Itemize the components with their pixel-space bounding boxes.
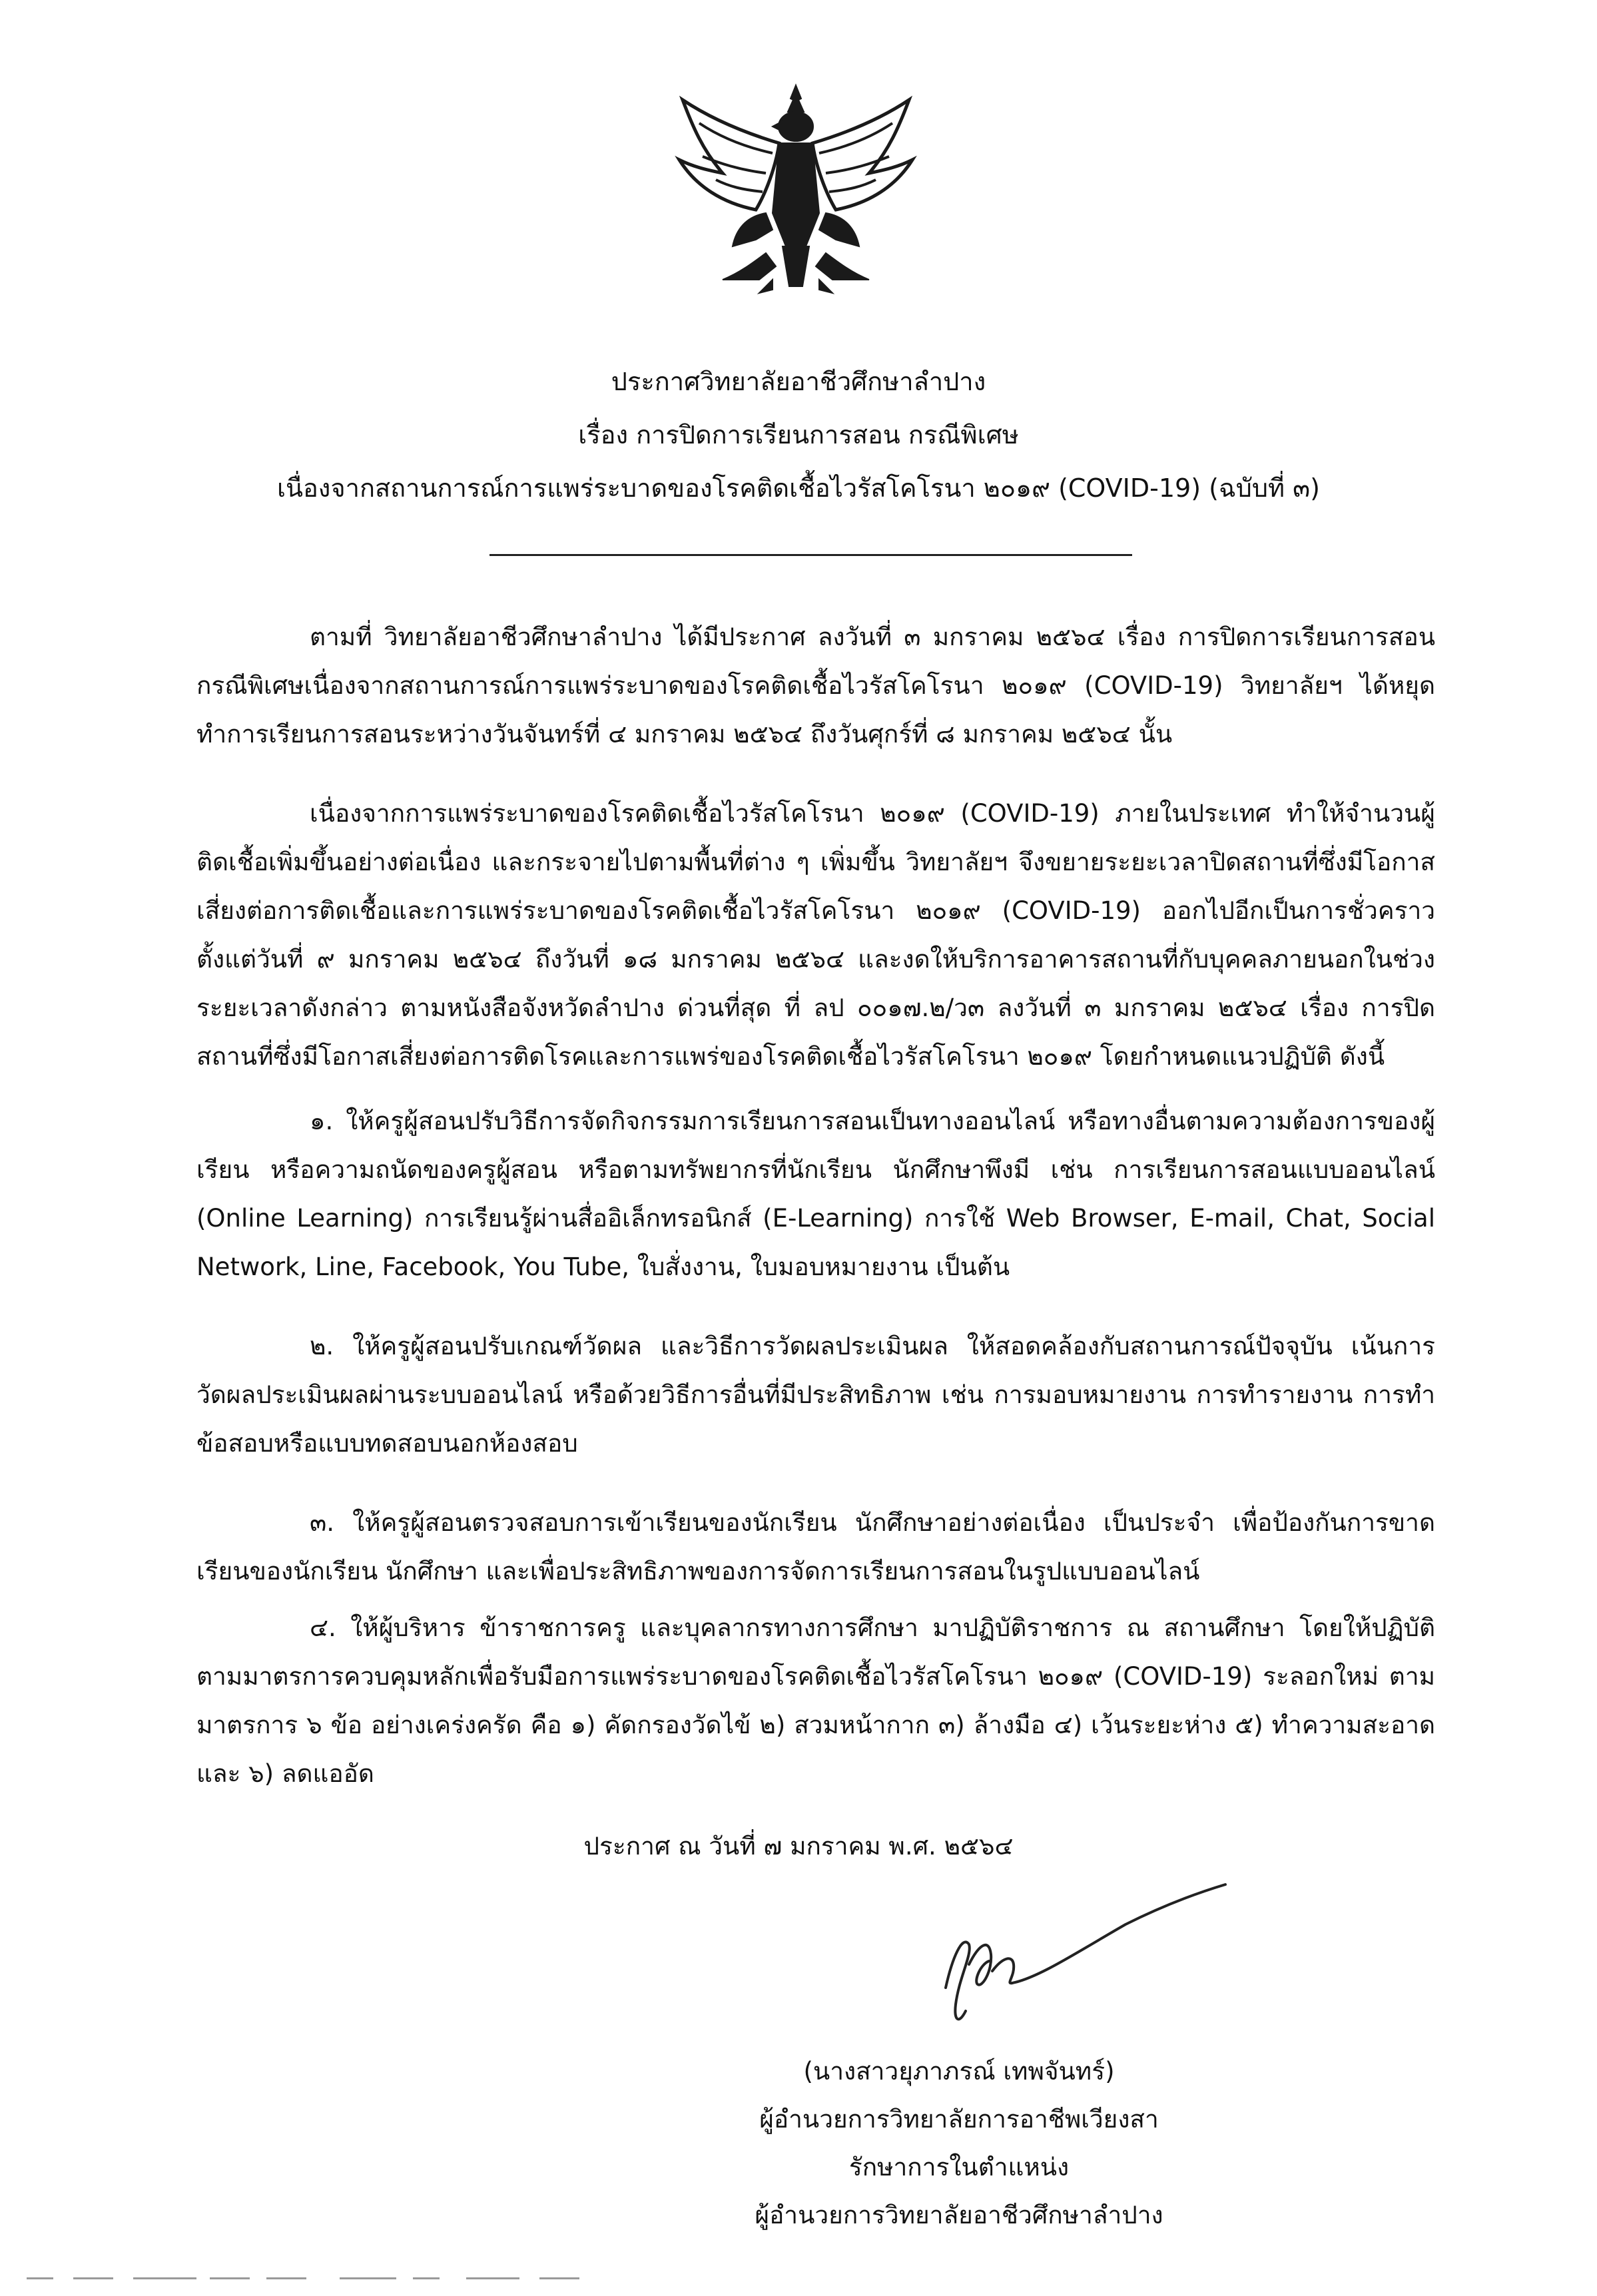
header-divider	[489, 554, 1132, 556]
signatory-position-2: รักษาการในตำแหน่ง	[848, 2153, 1070, 2181]
header-line-3: เนื่องจากสถานการณ์การแพร่ระบาดของโรคติดเชื้อไวรัสโคโรนา ๒๐๑๙ (COVID-19) (ฉบับที่ ๓)	[277, 473, 1320, 503]
scan-artifact	[466, 2277, 519, 2279]
signatory-name: (นางสาวยุภาภรณ์ เทพจันทร์)	[803, 2057, 1115, 2086]
list-item-3: ๓. ให้ครูผู้สอนตรวจสอบการเข้าเรียนของนักเรียน นักศึกษาอย่างต่อเนื่อง เป็นประจำ เพื่อป้องกันการขาดเรียนของนักเรียน นักศึกษา และเพื่อประสิทธิภาพของการจัดการเรียนการสอนในรูปแบบออนไลน์	[196, 1508, 1435, 1585]
announcement-date: ประกาศ ณ วันที่ ๗ มกราคม พ.ศ. ๒๕๖๔	[583, 1832, 1014, 1861]
signatory-block	[653, 2048, 1265, 2239]
paragraph-1: ตามที่ วิทยาลัยอาชีวศึกษาลำปาง ได้มีประกาศ ลงวันที่ ๓ มกราคม ๒๕๖๔ เรื่อง การปิดการเรียนการสอน กรณีพิเศษเนื่องจากสถานการณ์การแพร่ระบาดของโรคติดเชื้อไวรัสโคโรนา ๒๐๑๙ (COVID-19) วิทยาลัยฯ ได้หยุดทำการเรียนการสอนระหว่างวันจันทร์ที่ ๔ มกราคม ๒๕๖๔ ถึงวันศุกร์ที่ ๘ มกราคม ๒๕๖๔ นั้น	[196, 623, 1435, 748]
signatory-position-3: ผู้อำนวยการวิทยาลัยอาชีวศึกษาลำปาง	[755, 2201, 1163, 2229]
scan-artifact	[340, 2277, 396, 2279]
scan-artifact	[27, 2277, 53, 2279]
garuda-emblem-icon	[666, 80, 926, 300]
scan-artifact	[73, 2277, 113, 2279]
scan-artifact	[133, 2277, 196, 2279]
list-item-2: ๒. ให้ครูผู้สอนปรับเกณฑ์วัดผล และวิธีการวัดผลประเมินผล ให้สอดคล้องกับสถานการณ์ปัจจุบัน เน้นการวัดผลประเมินผลผ่านระบบออนไลน์ หรือด้วยวิธีการอื่นที่มีประสิทธิภาพ เช่น การมอบหมายงาน การทำรายงาน การทำข้อสอบหรือแบบทดสอบนอกห้องสอบ	[196, 1332, 1435, 1458]
list-item-1: ๑. ให้ครูผู้สอนปรับวิธีการจัดกิจกรรมการเรียนการสอนเป็นทางออนไลน์ หรือทางอื่นตามความต้องการของผู้เรียน หรือความถนัดของครูผู้สอน หรือตามทรัพยากรที่นักเรียน นักศึกษาพึงมี เช่น การเรียนการสอนแบบออนไลน์ (Online Learning) การเรียนรู้ผ่านสื่ออิเล็กทรอนิกส์ (E-Learning) การใช้ Web Browser, E-mail, Chat, Social Network, Line, Facebook, You Tube, ใบสั่งงาน, ใบมอบหมายงาน เป็นต้น	[196, 1107, 1435, 1281]
scan-artifact	[413, 2277, 440, 2279]
scan-artifact	[266, 2277, 306, 2279]
scan-artifact	[210, 2277, 250, 2279]
paragraph-2: เนื่องจากการแพร่ระบาดของโรคติดเชื้อไวรัสโคโรนา ๒๐๑๙ (COVID-19) ภายในประเทศ ทำให้จำนวนผู้ติดเชื้อเพิ่มขึ้นอย่างต่อเนื่อง และกระจายไปตามพื้นที่ต่าง ๆ เพิ่มขึ้น วิทยาลัยฯ จึงขยายระยะเวลาปิดสถานที่ซึ่งมีโอกาสเสี่ยงต่อการติดเชื้อและการแพร่ระบาดของโรคติดเชื้อไวรัสโคโรนา ๒๐๑๙ (COVID-19) ออกไปอีกเป็นการชั่วคราว ตั้งแต่วันที่ ๙ มกราคม ๒๕๖๔ ถึงวันที่ ๑๘ มกราคม ๒๕๖๔ และงดให้บริการอาคารสถานที่กับบุคคลภายนอกในช่วงระยะเวลาดังกล่าว ตามหนังสือจังหวัดลำปาง ด่วนที่สุด ที่ ลป ๐๐๑๗.๒/ว๓ ลงวันที่ ๓ มกราคม ๒๕๖๔ เรื่อง การปิดสถานที่ซึ่งมีโอกาสเสี่ยงต่อการติดโรคและการแพร่ของโรคติดเชื้อไวรัสโคโรนา ๒๐๑๙ โดยกำหนดแนวปฏิบัติ ดังนี้	[196, 799, 1435, 1071]
scan-artifact	[539, 2277, 579, 2279]
header-subject: เรื่อง การปิดการเรียนการสอน กรณีพิเศษ	[578, 420, 1019, 449]
list-item-4: ๔. ให้ผู้บริหาร ข้าราชการครู และบุคลากรทางการศึกษา มาปฏิบัติราชการ ณ สถานศึกษา โดยให้ปฏิบัติตามมาตรการควบคุมหลักเพื่อรับมือการแพร่ระบาดของโรคติดเชื้อไวรัสโคโรนา ๒๐๑๙ (COVID-19) ระลอกใหม่ ตามมาตรการ ๖ ข้อ อย่างเคร่งครัด คือ ๑) คัดกรองวัดไข้ ๒) สวมหน้ากาก ๓) ล้างมือ ๔) เว้นระยะห่าง ๕) ทำความสะอาด และ ๖) ลดแออัด	[196, 1613, 1435, 1788]
handwritten-signature	[906, 1871, 1252, 2031]
header-line-1: ประกาศวิทยาลัยอาชีวศึกษาลำปาง	[611, 367, 986, 396]
signatory-position-1: ผู้อำนวยการวิทยาลัยการอาชีพเวียงสา	[759, 2105, 1159, 2134]
